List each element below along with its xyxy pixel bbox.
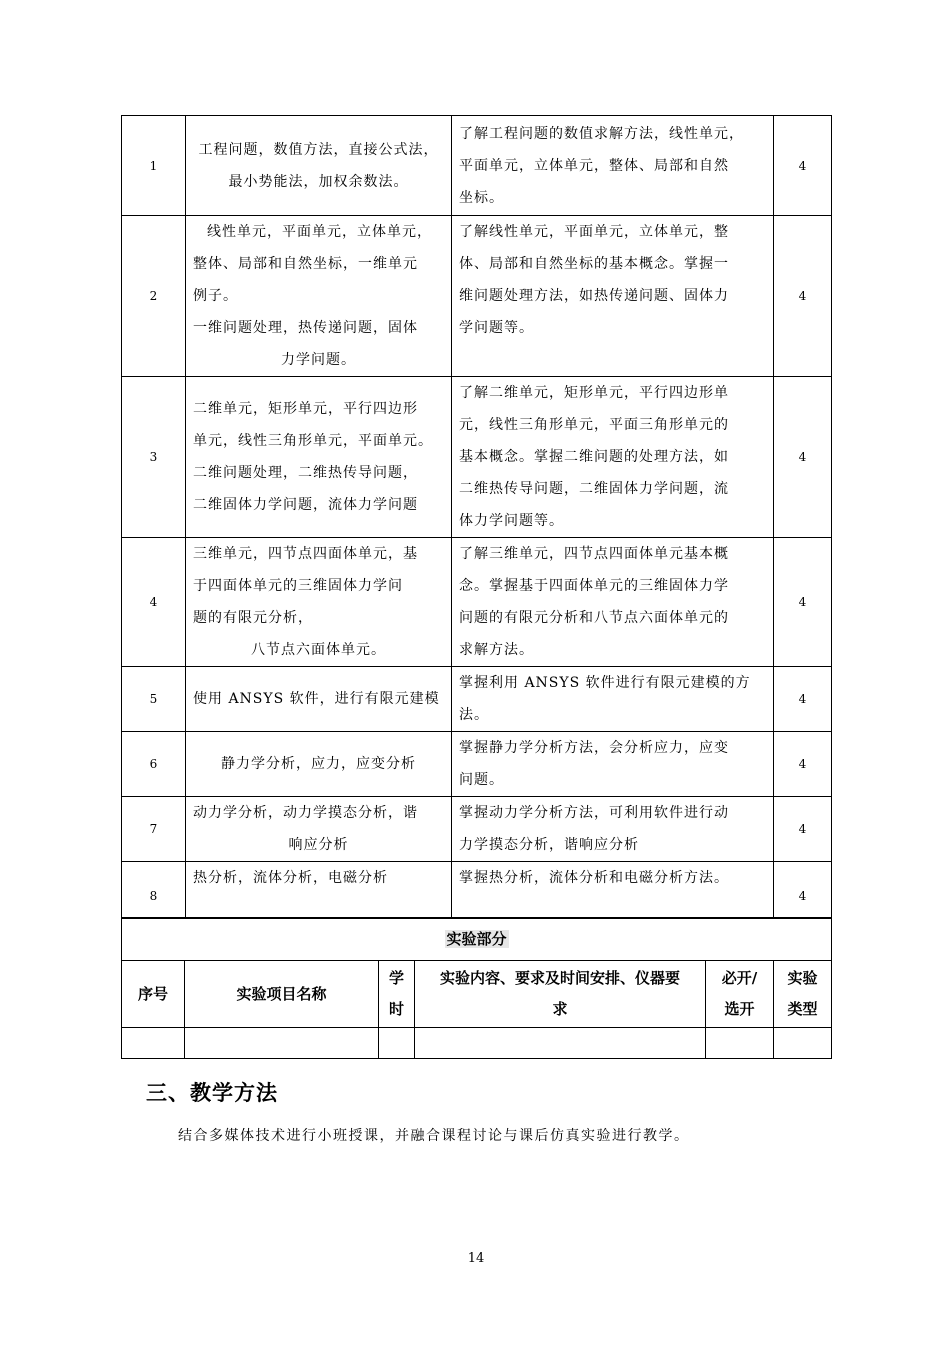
goal-line: 元，线性三角形单元，平面三角形单元的 [459,417,729,433]
row-number: 2 [122,216,186,377]
goal-line: 法。 [459,707,489,723]
lab-section-title [122,918,832,961]
goal-line: 问题的有限元分析和八节点六面体单元的 [459,610,729,626]
row-hours: 4 [774,797,832,862]
content-line: 力学问题。 [281,352,356,368]
row-number: 3 [122,377,186,538]
row-goal [452,538,774,667]
section-body: 结合多媒体技术进行小班授课，并融合课程讨论与课后仿真实验进行教学。 [178,1128,690,1144]
goal-line: 了解三维单元，四节点四面体单元基本概 [459,546,729,562]
goal-line: 力学摸态分析，谐响应分析 [459,837,639,853]
row-hours: 4 [774,538,832,667]
row-content [186,732,452,797]
header-type-line: 类型 [787,1000,818,1018]
row-hours: 4 [774,732,832,797]
row-hours: 4 [774,862,832,919]
table-row [122,667,832,732]
goal-line: 掌握利用 ANSYS 软件进行有限元建模的方 [459,675,751,691]
row-content [186,216,452,377]
content-line: 例子。 [193,288,238,304]
goal-line: 掌握热分析，流体分析和电磁分析方法。 [459,870,729,886]
content-line: 工程问题，数值方法，直接公式法， [198,141,439,158]
row-number: 4 [122,538,186,667]
content-line: 线性单元，平面单元，立体单元， [207,224,432,240]
row-content [186,862,452,919]
empty-cell [774,1028,832,1059]
content-line: 热分析，流体分析，电磁分析 [193,870,388,886]
goal-line: 了解二维单元，矩形单元，平行四边形单 [459,385,729,401]
lecture-table [121,115,832,919]
row-number: 5 [122,667,186,732]
row-goal [452,377,774,538]
goal-line: 掌握静力学分析方法，会分析应力，应变 [459,740,729,756]
table-row [122,216,832,377]
header-required [706,961,774,1028]
goal-line: 二维热传导问题，二维固体力学问题，流 [459,481,729,497]
empty-cell [415,1028,706,1059]
goal-line: 念。掌握基于四面体单元的三维固体力学 [459,578,729,594]
row-goal [452,116,774,216]
header-content-line: 实验内容、要求及时间安排、仪器要 [439,969,680,987]
table-row [122,377,832,538]
content-line: 整体、局部和自然坐标，一维单元 [193,256,418,272]
header-content [415,961,706,1028]
content-line: 八节点六面体单元。 [251,642,386,658]
goal-line: 体力学问题等。 [459,513,564,529]
header-required-line: 选开 [724,1000,755,1018]
header-project-name: 实验项目名称 [185,961,379,1028]
row-number: 1 [122,116,186,216]
header-required-line: 必开/ [721,969,758,987]
header-hours-line: 时 [388,1000,404,1018]
lab-table [121,917,832,1059]
goal-line: 了解工程问题的数值求解方法，线性单元， [459,125,744,142]
row-content [186,116,452,216]
header-hours [379,961,415,1028]
content-line: 静力学分析，应力，应变分析 [221,756,416,772]
content-line: 使用 ANSYS 软件，进行有限元建模 [193,691,440,707]
empty-cell [706,1028,774,1059]
content-line: 二维固体力学问题，流体力学问题 [193,497,418,513]
content-line: 响应分析 [288,837,349,853]
page-number: 14 [467,1251,485,1266]
row-hours: 4 [774,377,832,538]
row-content [186,797,452,862]
content-line: 最小势能法，加权余数法。 [228,173,409,190]
header-type-line: 实验 [787,969,818,987]
goal-line: 维问题处理方法，如热传递问题、固体力 [459,288,729,304]
goal-line: 学问题等。 [459,320,534,336]
content-line: 一维问题处理，热传递问题，固体 [193,320,418,336]
goal-line: 掌握动力学分析方法，可利用软件进行动 [459,805,729,821]
row-goal [452,667,774,732]
table-row [122,538,832,667]
content-line: 二维单元，矩形单元，平行四边形 [193,401,418,417]
content-line: 三维单元，四节点四面体单元，基 [193,546,418,562]
header-type [774,961,832,1028]
row-hours: 4 [774,216,832,377]
row-content [186,667,452,732]
lab-header-row [122,961,832,1028]
row-number: 6 [122,732,186,797]
lab-empty-row [122,1028,832,1059]
section-heading: 三、教学方法 [146,1081,278,1105]
table-row [122,732,832,797]
goal-line: 坐标。 [459,189,504,206]
content-line: 题的有限元分析， [193,610,313,626]
row-goal [452,216,774,377]
row-hours: 4 [774,116,832,216]
lab-section-title-text: 实验部分 [446,929,507,948]
goal-line: 平面单元，立体单元，整体、局部和自然 [459,157,729,174]
row-goal [452,862,774,919]
lab-title-row [122,918,832,961]
goal-line: 基本概念。掌握二维问题的处理方法，如 [459,449,729,465]
row-number: 8 [122,862,186,919]
goal-line: 求解方法。 [459,642,534,658]
row-hours: 4 [774,667,832,732]
header-hours-line: 学 [388,969,404,987]
row-number: 7 [122,797,186,862]
content-line: 动力学分析，动力学摸态分析，谐 [193,805,418,821]
goal-line: 了解线性单元，平面单元，立体单元，整 [459,224,729,240]
table-row [122,116,832,216]
goal-line: 体、局部和自然坐标的基本概念。掌握一 [459,256,729,272]
table-row [122,862,832,919]
header-seq: 序号 [122,961,185,1028]
row-goal [452,797,774,862]
header-content-line: 求 [552,1000,568,1018]
row-content [186,538,452,667]
row-goal [452,732,774,797]
content-line: 二维问题处理，二维热传导问题， [193,465,418,481]
goal-line: 问题。 [459,772,504,788]
empty-cell [185,1028,379,1059]
table-row [122,797,832,862]
empty-cell [122,1028,185,1059]
content-line: 单元，线性三角形单元，平面单元。 [193,433,433,449]
content-line: 于四面体单元的三维固体力学问 [193,578,403,594]
empty-cell [379,1028,415,1059]
row-content [186,377,452,538]
